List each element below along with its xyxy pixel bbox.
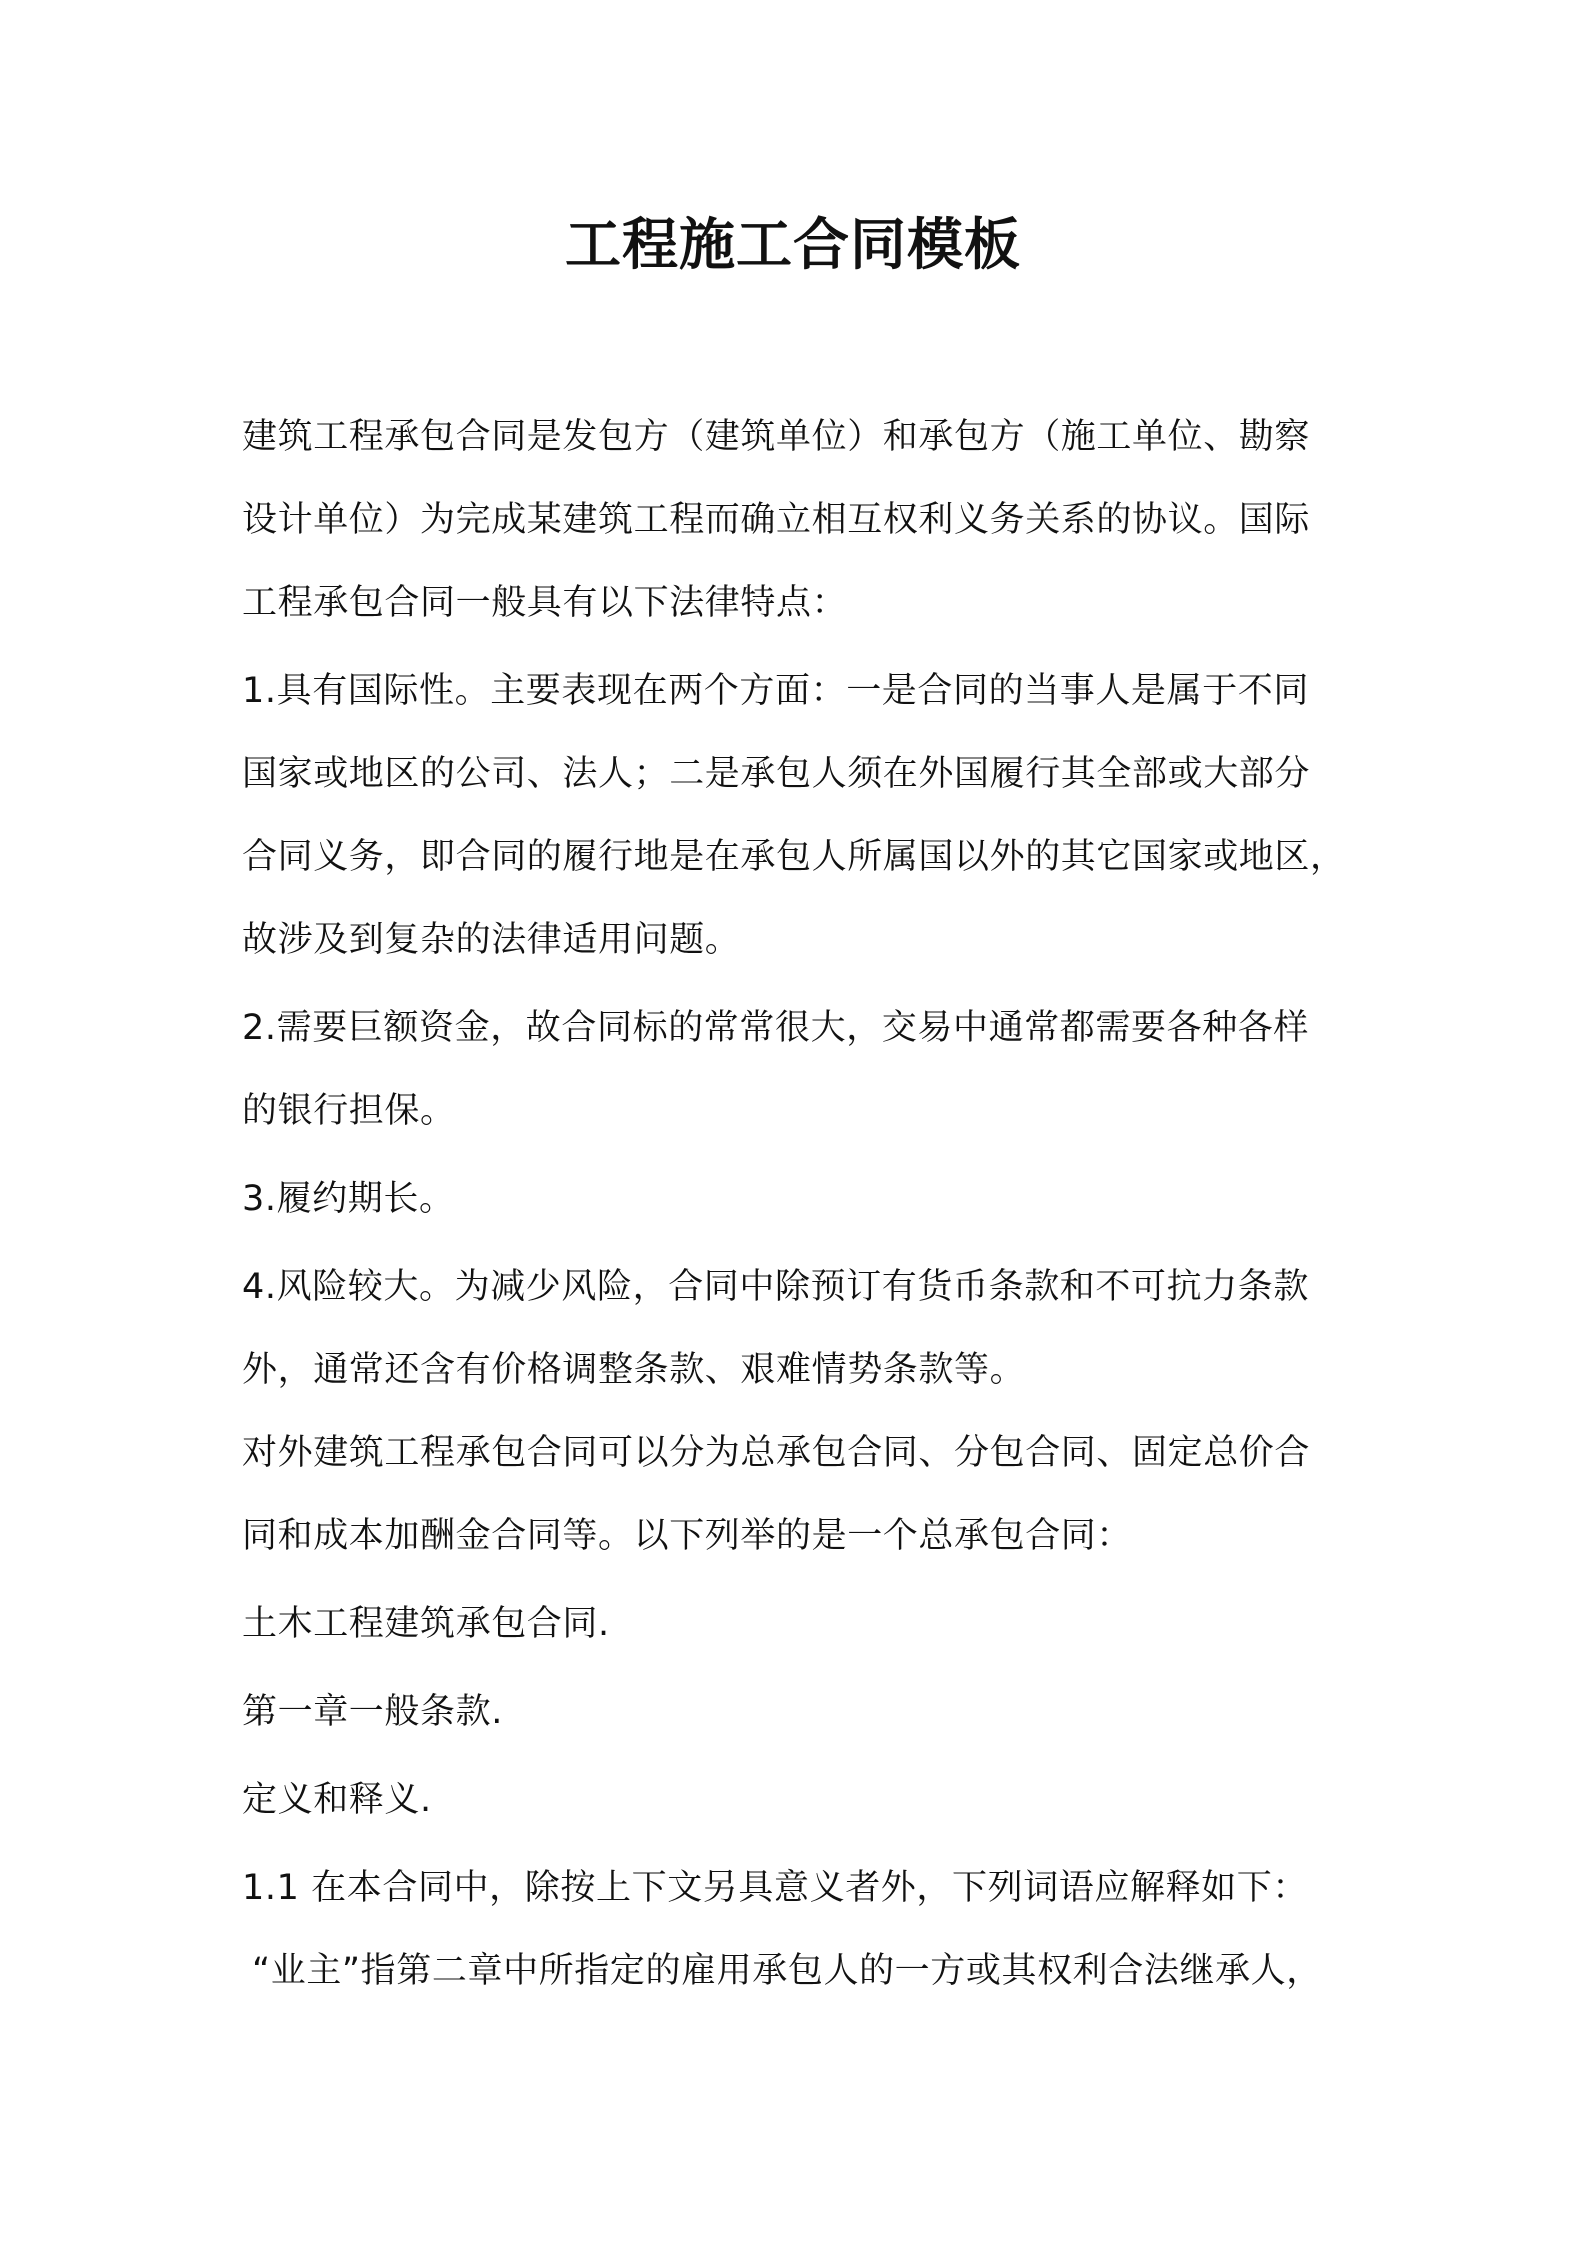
clause-line: 1.1 在本合同中，除按上下文另具意义者外，下列词语应解释如下：	[242, 1868, 1308, 1908]
list-item-line: 1.具有国际性。主要表现在两个方面：一是合同的当事人是属于不同	[242, 671, 1309, 711]
list-item-line: 外，通常还含有价格调整条款、艰难情势条款等。	[242, 1350, 1026, 1390]
list-item-line: 3.履约期长。	[242, 1179, 455, 1219]
paragraph-line: 同和成本加酬金合同等。以下列举的是一个总承包合同：	[242, 1516, 1133, 1556]
list-item-line: 2.需要巨额资金，故合同标的常常很大，交易中通常都需要各种各样	[242, 1008, 1309, 1048]
list-item-line: 故涉及到复杂的法律适用问题。	[242, 920, 741, 960]
chapter-heading: 第一章一般条款.	[242, 1692, 503, 1732]
list-item-line: 国家或地区的公司、法人；二是承包人须在外国履行其全部或大部分	[242, 754, 1311, 794]
clause-line: “业主”指第二章中所指定的雇用承包人的一方或其权利合法继承人，	[252, 1951, 1322, 1991]
section-heading: 土木工程建筑承包合同.	[242, 1604, 610, 1644]
list-item-line: 合同义务，即合同的履行地是在承包人所属国以外的其它国家或地区，	[242, 837, 1346, 877]
list-item-line: 4.风险较大。为减少风险，合同中除预订有货币条款和不可抗力条款	[242, 1267, 1309, 1307]
paragraph-line: 设计单位）为完成某建筑工程而确立相互权利义务关系的协议。国际	[242, 500, 1311, 540]
list-item-line: 的银行担保。	[242, 1091, 456, 1131]
paragraph-line: 建筑工程承包合同是发包方（建筑单位）和承包方（施工单位、勘察	[242, 417, 1311, 457]
paragraph-line: 工程承包合同一般具有以下法律特点：	[242, 583, 848, 623]
subsection-heading: 定义和释义.	[242, 1780, 432, 1820]
document-title: 工程施工合同模板	[565, 213, 1021, 278]
paragraph-line: 对外建筑工程承包合同可以分为总承包合同、分包合同、固定总价合	[242, 1433, 1311, 1473]
